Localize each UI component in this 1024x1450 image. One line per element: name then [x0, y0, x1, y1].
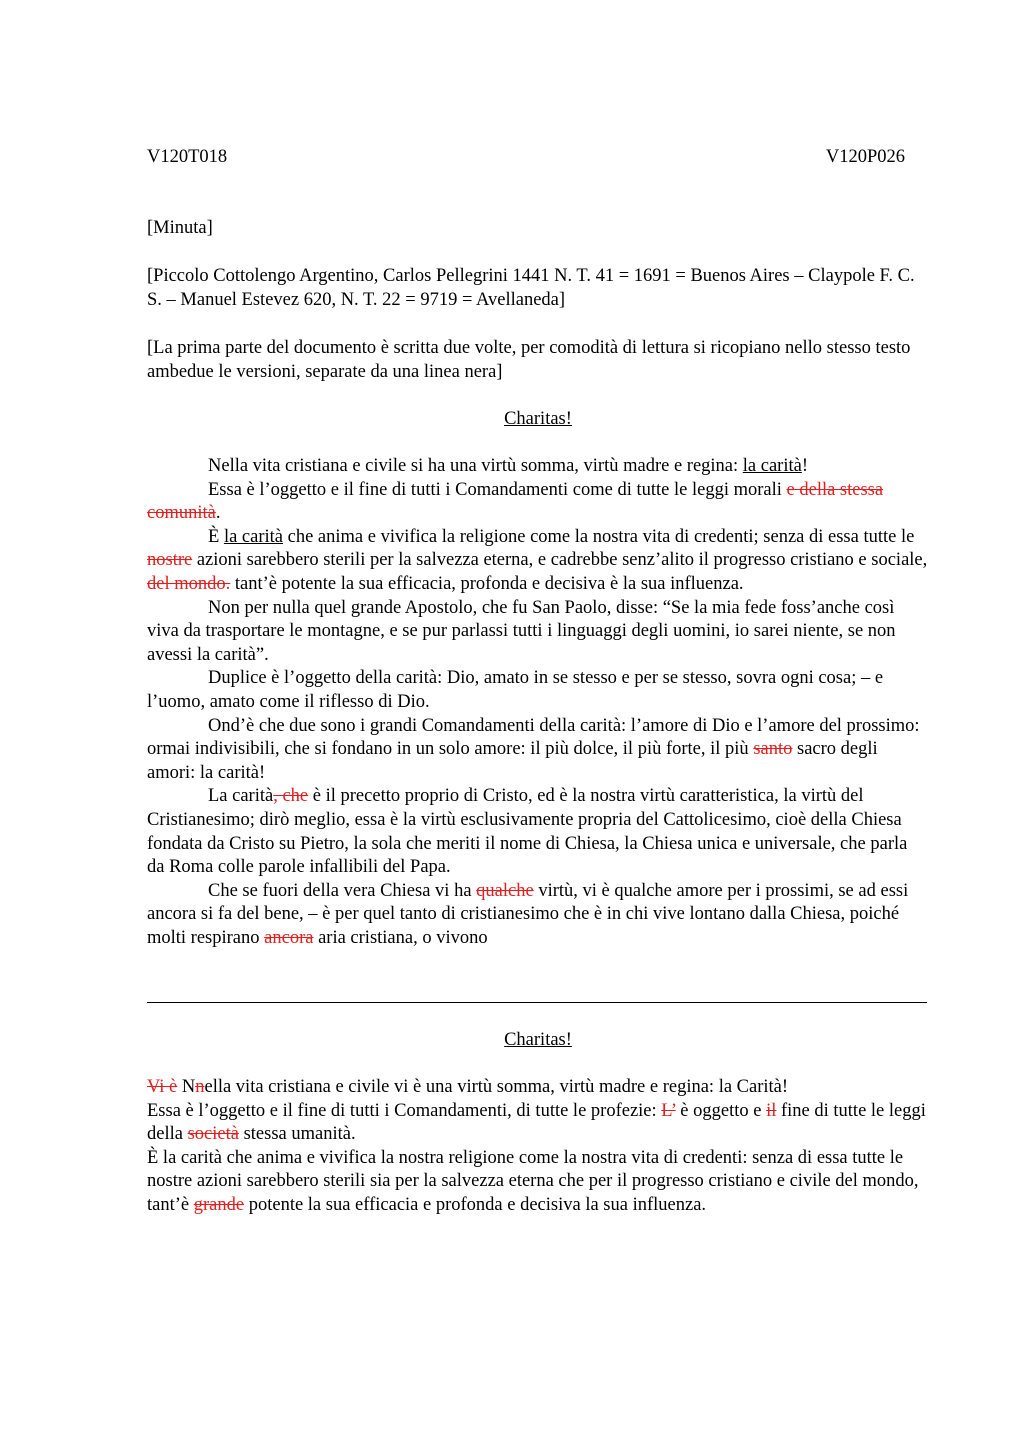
- text: Ond’è che due sono i grandi Comandamenti della carità: l’amore di Dio e l’amore del prossimo: ormai indivisibili, che si fondano in un solo amore: il più dolce, il più forte, il più: [147, 715, 920, 760]
- v1-paragraph-8: [147, 880, 929, 951]
- text: aria cristiana, o vivono: [313, 927, 488, 948]
- deleted-text: n: [195, 1077, 205, 1097]
- editorial-note: [La prima parte del documento è scritta due volte, per comodità di lettura si ricopiano nello stesso testo ambedue le versioni, separate da una linea nera]: [147, 338, 911, 382]
- deleted-text: santo: [753, 739, 793, 760]
- v1-paragraph-3: [147, 526, 929, 597]
- text: N: [177, 1077, 196, 1097]
- deleted-text: il: [766, 1100, 777, 1121]
- v2-paragraph-1: [147, 1076, 929, 1100]
- deleted-text: , che: [273, 786, 309, 807]
- deleted-text: nostre: [147, 550, 193, 571]
- v1-paragraph-4: Non per nulla quel grande Apostolo, che fu San Paolo, disse: “Se la mia fede foss’anche così viva da trasportare le montagne, e se pur parlassi tutti i linguaggi degli uomini, io sarei niente, se non avessi la carità”.: [147, 597, 896, 665]
- version2-title-text: Charitas!: [504, 1030, 572, 1050]
- text: È: [208, 526, 224, 547]
- version-separator-line: [147, 1002, 927, 1003]
- version1-body: [147, 455, 929, 950]
- text: stessa umanità.: [238, 1124, 356, 1145]
- text: è oggetto e: [675, 1100, 767, 1121]
- v1-paragraph-6: [147, 715, 929, 786]
- v1-paragraph-2: [147, 479, 929, 526]
- v2-paragraph-2: [147, 1100, 929, 1147]
- deleted-text: Vi è: [147, 1077, 178, 1097]
- text: Nella vita cristiana e civile si ha una virtù somma, virtù madre e regina:: [208, 456, 743, 476]
- text: La carità: [208, 786, 274, 807]
- text: che anima e vivifica la religione come la nostra vita di credenti; senza di essa tutte le: [283, 526, 915, 547]
- deleted-text: L’: [661, 1100, 676, 1121]
- left-code: V120T018: [147, 147, 228, 167]
- text: potente la sua efficacia e profonda e decisiva la sua influenza.: [244, 1194, 707, 1215]
- deleted-text: e della stessa comunità: [147, 479, 884, 524]
- address-note: [Piccolo Cottolengo Argentino, Carlos Pellegrini 1441 N. T. 41 = 1691 = Buenos Aires – Claypole F. C. S. – Manuel Estevez 620, N. T. 22 = 9719 = Avellaneda]: [147, 266, 915, 310]
- v2-paragraph-3: [147, 1147, 929, 1218]
- text: Essa è l’oggetto e il fine di tutti i Comandamenti come di tutte le leggi morali: [208, 479, 787, 500]
- minuta-label: [Minuta]: [147, 218, 213, 238]
- text: fine di tutte le leggi della: [147, 1100, 926, 1145]
- underlined-text: la carità: [223, 526, 283, 547]
- version2-body: [147, 1076, 929, 1218]
- v1-paragraph-5: Duplice è l’oggetto della carità: Dio, amato in se stesso e per se stesso, sovra ogni cosa; – e l’uomo, amato come il riflesso di Dio.: [147, 668, 884, 712]
- text: .: [215, 503, 221, 524]
- text: virtù, vi è qualche amore per i prossimi, se ad essi ancora si fa del bene, – è per quel tanto di cristianesimo che è in chi vive lontano dalla Chiesa, poiché molti respirano: [147, 880, 909, 948]
- version1-title-text: Charitas!: [504, 409, 572, 429]
- version1-title: [147, 408, 929, 432]
- text: sacro degli amori: la carità!: [147, 739, 878, 783]
- deleted-text: ancora: [264, 927, 314, 948]
- underlined-text: la carità: [742, 456, 802, 476]
- text: tant’è potente la sua efficacia, profonda e decisiva è la sua influenza.: [230, 573, 744, 594]
- v1-paragraph-1: [147, 455, 929, 479]
- text: Essa è l’oggetto e il fine di tutti i Comandamenti, di tutte le profezie:: [147, 1100, 662, 1121]
- text: è il precetto proprio di Cristo, ed è la nostra virtù caratteristica, la virtù del Cristianesimo; dirò meglio, essa è la virtù esclusivamente propria del Cattolicesimo, cioè della Chiesa fondata da Cristo su Pietro, la sola che meriti il nome di Chiesa, la Chiesa unica e universale, che parla da Roma colle parole infallibili del Papa.: [147, 786, 908, 878]
- deleted-text: società: [187, 1124, 239, 1145]
- text: ella vita cristiana e civile vi è una virtù somma, virtù madre e regina: la Carità!: [204, 1077, 789, 1097]
- document-codes: [147, 146, 905, 170]
- version2-title: [147, 1029, 929, 1053]
- right-code: V120P026: [825, 147, 905, 167]
- deleted-text: qualche: [476, 880, 534, 901]
- deleted-text: grande: [193, 1194, 245, 1215]
- text: Che se fuori della vera Chiesa vi ha: [208, 880, 477, 901]
- text: azioni sarebbero sterili per la salvezza eterna, e cadrebbe senz’alito il progresso cristiano e sociale,: [192, 550, 928, 571]
- deleted-text: del mondo.: [147, 573, 231, 594]
- v1-paragraph-7: [147, 785, 929, 879]
- text: È la carità che anima e vivifica la nostra religione come la nostra vita di credenti: senza di essa tutte le nostre azioni sarebbero sterili sia per la salvezza eterna che per il progresso cristiano e civile del mondo, tant’è: [147, 1147, 919, 1215]
- text: !: [801, 456, 809, 476]
